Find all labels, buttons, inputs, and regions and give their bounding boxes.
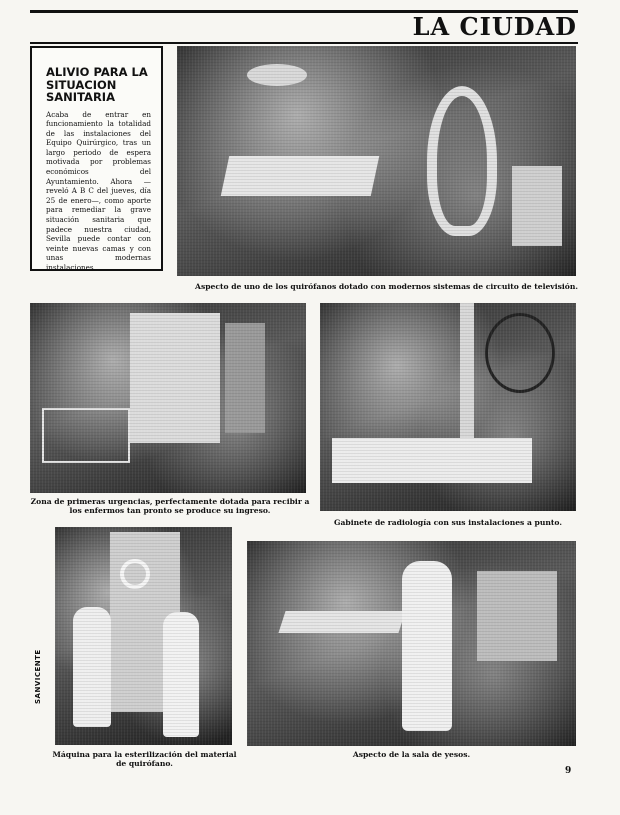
xray-arm-shape [427,86,497,236]
xray-column-shape [460,303,474,443]
photo-plaster-room [247,541,576,746]
sterilizer-dial-shape [120,559,150,589]
photo-operating-room [177,46,576,276]
operating-table-shape [221,156,380,196]
photo-emergency-area [30,303,306,493]
photographer-byline: SANVICENTE [34,649,42,704]
photo-radiology-room-caption: Gabinete de radiología con sus instalaciones a punto. [334,518,562,527]
door-shape [225,323,265,433]
photo-operating-room-caption: Aspecto de uno de los quirófanos dotado con modernos sistemas de circuito de televisión. [195,282,578,291]
sterilizer-unit-shape [110,532,180,712]
sidebar-story-box [30,46,163,271]
photo-radiology-room [320,303,576,511]
photo-emergency-area-caption: Zona de primeras urgencias, perfectamente dotada para recibir a los enfermos tan pronto se produce su ingreso. [30,497,310,515]
xray-table-shape [332,438,532,483]
plaster-table-shape [278,611,405,633]
window-shape [477,571,557,661]
trolley-shape [42,408,130,463]
nurse-figure-shape [402,561,452,731]
header-rule [30,42,578,44]
photo-plaster-room-caption: Aspecto de la sala de yesos. [352,750,471,759]
sidebar-headline: ALIVIO PARA LA SITUACION SANITARIA [46,65,148,104]
surgical-lamp-shape [247,64,307,86]
person-left-shape [73,607,111,727]
person-right-shape [163,612,199,737]
cabinet-wall-shape [130,313,220,443]
cable-loop-shape [485,313,555,393]
section-title: LA CIUDAD [412,12,577,41]
photo-sterilization-machine [55,527,232,745]
photo-sterilization-machine-caption: Máquina para la esterilización del material de quirófano. [52,750,237,768]
sidebar-body-text: Acaba de entrar en funcionamiento la totalidad de las instalaciones del Equipo Quirúrgico, tras un largo periodo de espera motivada por problemas económicos del Ayuntamiento. Ahora —reveló A B C del jueves, día 25 de enero—, como aporte para remediar la grave situación sanitaria que padece nuestra ciudad, Sevilla puede contar con veinte nuevas camas y con unas modernas instalaciones. [46,109,151,272]
page-number: 9 [565,766,572,776]
equipment-cart-shape [512,166,562,246]
